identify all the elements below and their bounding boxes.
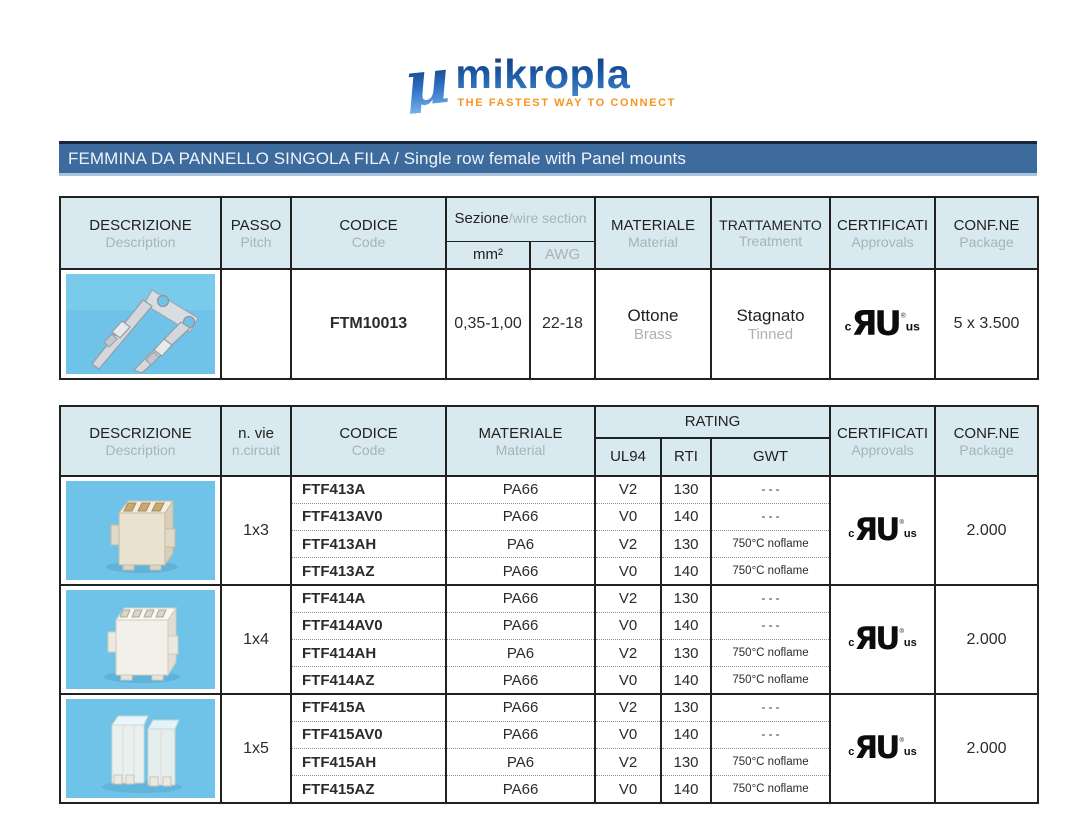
housing-photo-1x3: [60, 476, 221, 585]
ul94-cell: V0: [595, 503, 661, 530]
treatment-cell: Stagnato Tinned: [711, 269, 830, 379]
header-materiale: MATERIALE Material: [595, 197, 711, 269]
ul94-cell: V2: [595, 640, 661, 667]
header-certificati: CERTIFICATI Approvals: [830, 406, 935, 476]
table-row: [60, 585, 1038, 612]
brand-logo: [0, 43, 1080, 122]
header-descrizione: DESCRIZIONE Description: [60, 406, 221, 476]
table-row: [60, 476, 1038, 503]
header-mm2: mm²: [446, 241, 530, 269]
housing-1x4-image: [66, 590, 215, 689]
header-rti: RTI: [661, 438, 711, 476]
material-cell: PA6: [446, 749, 595, 776]
material-cell: PA6: [446, 640, 595, 667]
ul-certification-cell: [830, 476, 935, 585]
ul-cus-mark-icon: c ЯU ® us: [844, 304, 921, 344]
package-cell: 2.000: [935, 694, 1038, 803]
gwt-cell: - - -: [711, 694, 830, 721]
ul-cus-mark-icon: c ЯU ® us: [848, 621, 917, 658]
header-awg: AWG: [530, 241, 595, 269]
ul94-cell: V2: [595, 476, 661, 503]
header-gwt: GWT: [711, 438, 830, 476]
ul94-cell: V0: [595, 667, 661, 694]
code-cell: FTF415A: [291, 694, 446, 721]
ul94-cell: V0: [595, 776, 661, 803]
rti-cell: 140: [661, 721, 711, 748]
code-cell: FTF413AV0: [291, 503, 446, 530]
code-cell: FTM10013: [291, 269, 446, 379]
code-cell: FTF415AZ: [291, 776, 446, 803]
terminal-table: [59, 196, 1039, 380]
header-confne: CONF.NE Package: [935, 406, 1038, 476]
material-cell: PA66: [446, 667, 595, 694]
code-cell: FTF414AZ: [291, 667, 446, 694]
rti-cell: 130: [661, 640, 711, 667]
crimp-terminal-image: [66, 274, 215, 374]
ul-certification-cell: [830, 269, 935, 379]
header-confne: CONF.NE Package: [935, 197, 1038, 269]
n-circuits-cell: 1x3: [221, 476, 291, 585]
gwt-cell: 750°C noflame: [711, 776, 830, 803]
table-row: [60, 269, 1038, 379]
n-circuits-cell: 1x4: [221, 585, 291, 694]
header-materiale: MATERIALE Material: [446, 406, 595, 476]
ul94-cell: V2: [595, 585, 661, 612]
gwt-cell: 750°C noflame: [711, 640, 830, 667]
material-cell: PA66: [446, 612, 595, 639]
header-ul94: UL94: [595, 438, 661, 476]
mikropla-mu-icon: µ: [400, 43, 453, 122]
header-certificati: CERTIFICATI Approvals: [830, 197, 935, 269]
ul-certification-cell: [830, 585, 935, 694]
rti-cell: 130: [661, 749, 711, 776]
gwt-cell: - - -: [711, 585, 830, 612]
header-sezione: Sezione/wire section: [446, 197, 595, 241]
table-row: [60, 694, 1038, 721]
housing-table: [59, 405, 1039, 804]
material-cell: PA66: [446, 694, 595, 721]
material-cell: PA66: [446, 476, 595, 503]
material-cell: Ottone Brass: [595, 269, 711, 379]
material-cell: PA66: [446, 558, 595, 585]
package-cell: 2.000: [935, 476, 1038, 585]
gwt-cell: - - -: [711, 612, 830, 639]
brand-tagline: THE FASTEST WAY TO CONNECT: [457, 97, 677, 109]
awg-cell: 22-18: [530, 269, 595, 379]
rti-cell: 130: [661, 585, 711, 612]
ul-certification-cell: [830, 694, 935, 803]
rti-cell: 140: [661, 503, 711, 530]
section-title-bar: [59, 141, 1037, 176]
ul94-cell: V2: [595, 694, 661, 721]
code-cell: FTF414AH: [291, 640, 446, 667]
ul94-cell: V0: [595, 721, 661, 748]
gwt-cell: - - -: [711, 503, 830, 530]
rti-cell: 140: [661, 558, 711, 585]
mm2-cell: 0,35-1,00: [446, 269, 530, 379]
ul94-cell: V2: [595, 749, 661, 776]
header-codice: CODICE Code: [291, 197, 446, 269]
gwt-cell: - - -: [711, 476, 830, 503]
header-trattamento: TRATTAMENTO Treatment: [711, 197, 830, 269]
package-cell: 5 x 3.500: [935, 269, 1038, 379]
header-codice: CODICE Code: [291, 406, 446, 476]
ul-cus-mark-icon: c ЯU ® us: [848, 730, 917, 767]
section-title: FEMMINA DA PANNELLO SINGOLA FILA / Single row female with Panel mounts: [68, 148, 686, 168]
rti-cell: 140: [661, 667, 711, 694]
n-circuits-cell: 1x5: [221, 694, 291, 803]
ul-cus-mark-icon: c ЯU ® us: [848, 512, 917, 549]
material-cell: PA66: [446, 503, 595, 530]
rti-cell: 140: [661, 776, 711, 803]
header-descrizione: DESCRIZIONE Description: [60, 197, 221, 269]
package-cell: 2.000: [935, 585, 1038, 694]
rti-cell: 130: [661, 531, 711, 558]
header-n-vie: n. vie n.circuit: [221, 406, 291, 476]
pitch-cell: [221, 269, 291, 379]
header-passo: PASSO Pitch: [221, 197, 291, 269]
header-rating: RATING: [595, 406, 830, 438]
code-cell: FTF414A: [291, 585, 446, 612]
housing-photo-1x5: [60, 694, 221, 803]
gwt-cell: - - -: [711, 721, 830, 748]
ul94-cell: V0: [595, 558, 661, 585]
housing-1x5-image: [66, 699, 215, 798]
code-cell: FTF415AV0: [291, 721, 446, 748]
code-cell: FTF415AH: [291, 749, 446, 776]
code-cell: FTF414AV0: [291, 612, 446, 639]
gwt-cell: 750°C noflame: [711, 749, 830, 776]
rti-cell: 130: [661, 694, 711, 721]
logo-text: [455, 52, 676, 109]
ul94-cell: V2: [595, 531, 661, 558]
material-cell: PA66: [446, 721, 595, 748]
gwt-cell: 750°C noflame: [711, 531, 830, 558]
housing-photo-1x4: [60, 585, 221, 694]
code-cell: FTF413AH: [291, 531, 446, 558]
housing-1x3-image: [66, 481, 215, 580]
terminal-photo: [60, 269, 221, 379]
gwt-cell: 750°C noflame: [711, 667, 830, 694]
material-cell: PA66: [446, 776, 595, 803]
rti-cell: 140: [661, 612, 711, 639]
gwt-cell: 750°C noflame: [711, 558, 830, 585]
code-cell: FTF413A: [291, 476, 446, 503]
material-cell: PA6: [446, 531, 595, 558]
ul94-cell: V0: [595, 612, 661, 639]
material-cell: PA66: [446, 585, 595, 612]
brand-name: mikropla: [455, 52, 676, 96]
rti-cell: 130: [661, 476, 711, 503]
code-cell: FTF413AZ: [291, 558, 446, 585]
